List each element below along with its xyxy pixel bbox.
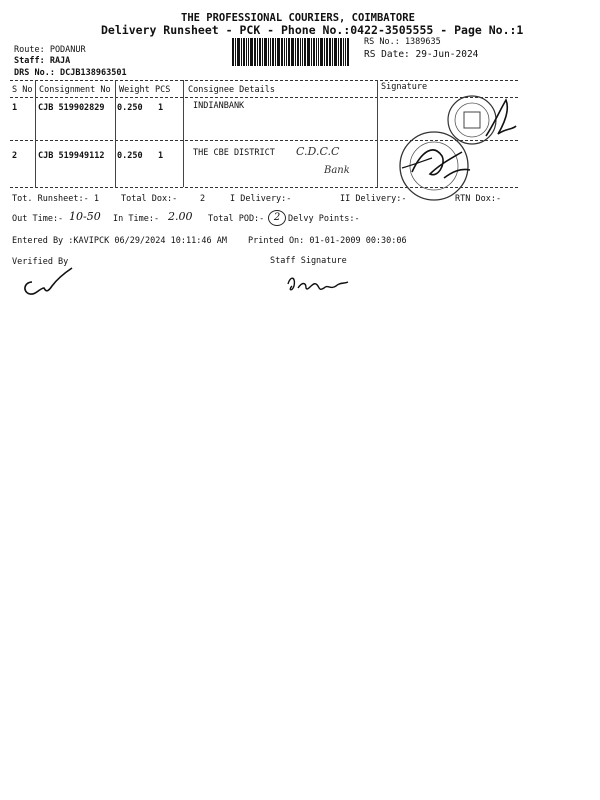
table-row-1-weight: 0.250 [117,103,143,113]
col-divider [183,80,184,187]
table-row-2-consignment: CJB 519949112 [38,151,105,161]
staff: Staff: RAJA [14,56,71,66]
col-header-consignment: Consignment No [39,85,111,95]
company-title: THE PROFESSIONAL COURIERS, COIMBATORE [181,12,415,24]
table-row-1-pcs: 1 [158,103,164,113]
handwritten-note: Bank [324,165,350,176]
col-divider [115,80,116,187]
col-header-pcs: PCS [155,85,171,95]
route: Route: PODANUR [14,45,86,55]
drs-number: DRS No.: DCJB138963501 [14,68,127,78]
barcode [232,38,358,66]
rtn-dox: RTN Dox:- [455,194,502,204]
out-time-label: Out Time:- [12,214,64,224]
table-row-2-sno: 2 [12,151,18,161]
out-time-value: 10-50 [69,210,101,223]
entered-by: Entered By :KAVIPCK 06/29/2024 10:11:46 AM [12,236,227,246]
delvy-points: Delvy Points:- [288,214,360,224]
col-header-sno: S No [12,85,33,95]
table-row-1-consignment: CJB 519902829 [38,103,105,113]
in-time-value: 2.00 [168,210,193,223]
table-row-2-consignee: THE CBE DISTRICT [193,148,275,158]
rs-number: RS No.: 1389635 [364,37,441,47]
runsheet-subtitle: Delivery Runsheet - PCK - Phone No.:0422-3505555 - Page No.:1 [101,23,524,37]
table-row-1-consignee: INDIANBANK [193,101,245,111]
rs-date: RS Date: 29-Jun-2024 [364,49,479,60]
tot-runsheet: Tot. Runsheet:- 1 [12,194,99,204]
col-header-weight: Weight [119,85,150,95]
staff-signature [284,272,354,296]
total-pod-value: 2 [268,210,286,226]
i-delivery: I Delivery:- [230,194,292,204]
col-header-consignee: Consignee Details [188,85,275,95]
handwritten-note: C.D.C.C [296,145,340,158]
total-dox-value: 2 [200,194,206,204]
total-pod-label: Total POD:- [208,214,265,224]
ii-delivery: II Delivery:- [340,194,407,204]
table-row-2-pcs: 1 [158,151,164,161]
staff-signature-label: Staff Signature [270,256,347,266]
verified-by-label: Verified By [12,257,69,267]
col-divider [377,80,378,187]
col-divider [35,80,36,187]
in-time-label: In Time:- [113,214,160,224]
verified-signature [18,262,78,298]
printed-on: Printed On: 01-01-2009 00:30:06 [248,236,407,246]
table-top-rule [10,80,518,81]
bank-stamp-signature [382,128,482,204]
table-row-1-sno: 1 [12,103,18,113]
total-dox-label: Total Dox:- [121,194,178,204]
table-row-2-weight: 0.250 [117,151,143,161]
col-header-signature: Signature [381,82,428,92]
